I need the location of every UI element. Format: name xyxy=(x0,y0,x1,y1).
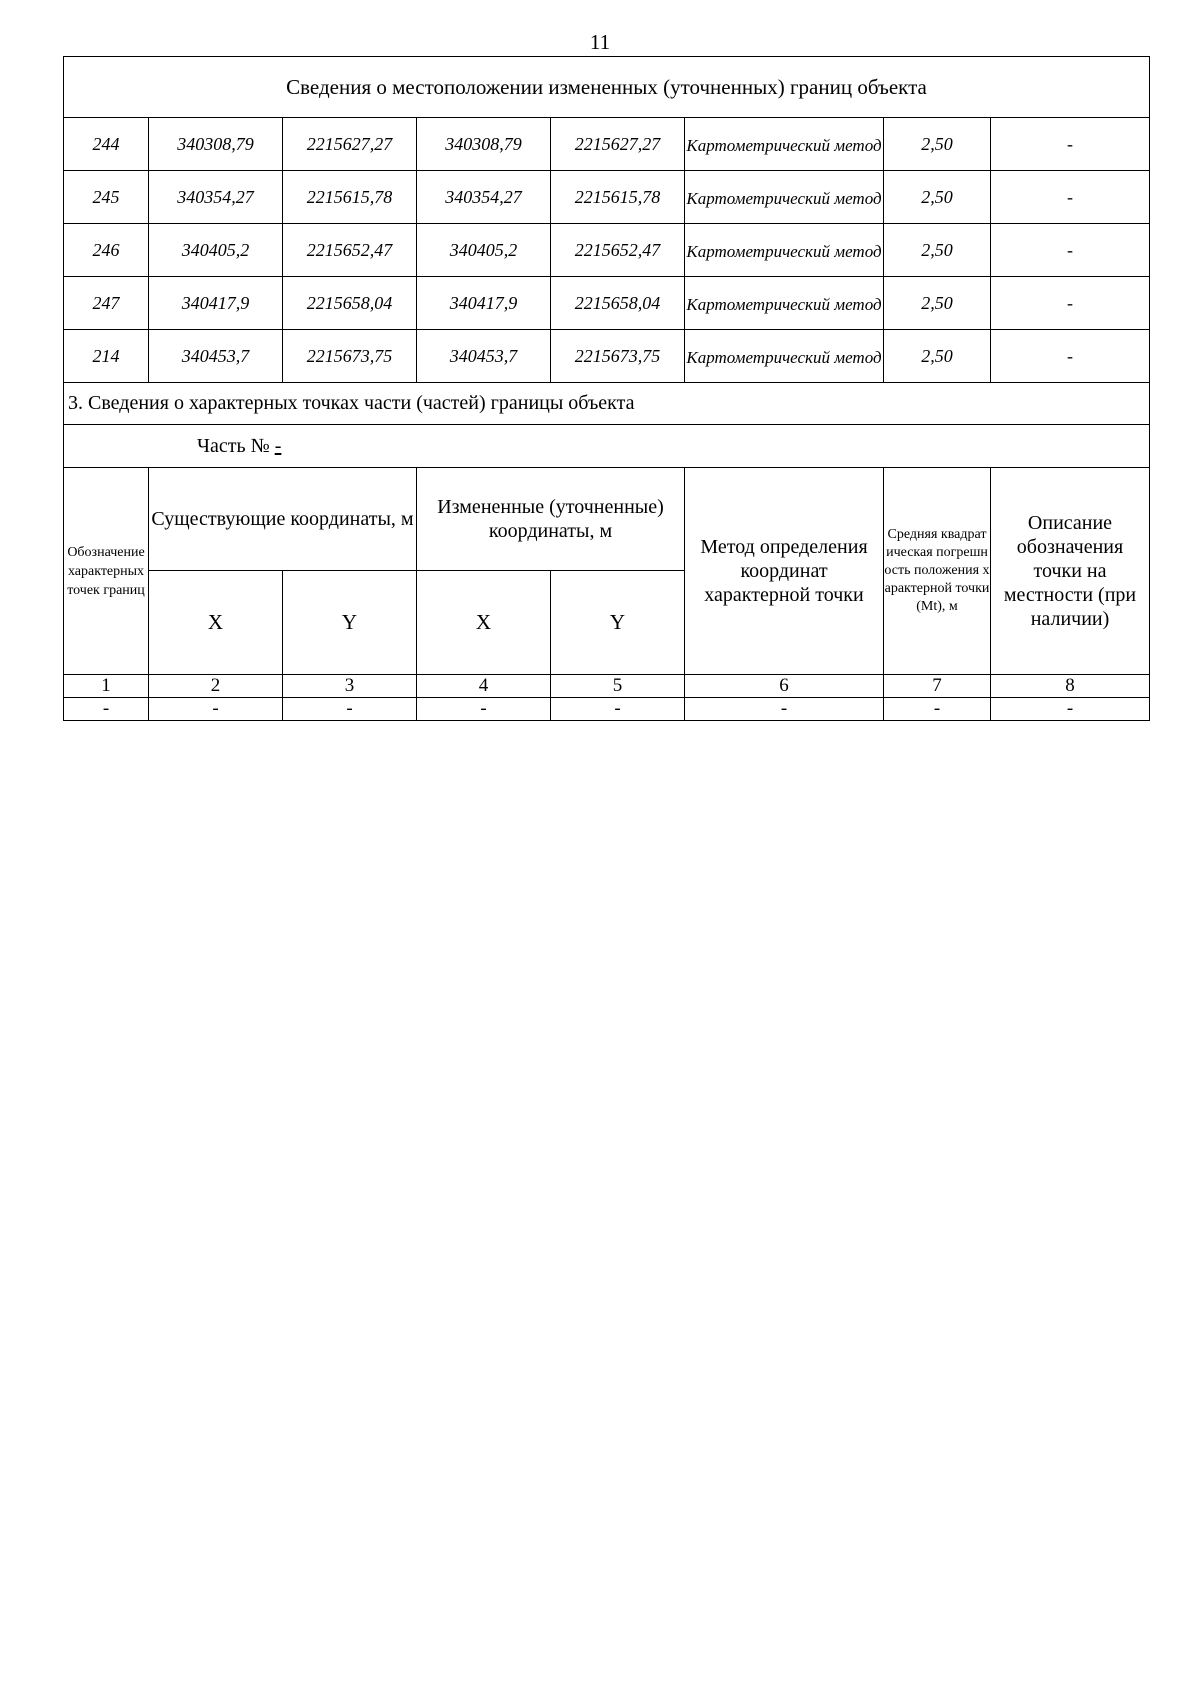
cell-changed-x: 340453,7 xyxy=(417,330,551,383)
table-cell: - xyxy=(417,698,551,721)
cell-existing-y: 2215627,27 xyxy=(283,118,417,171)
cell-existing-x: 340308,79 xyxy=(149,118,283,171)
cell-changed-x: 340417,9 xyxy=(417,277,551,330)
table-cell: - xyxy=(64,698,149,721)
table-cell: - xyxy=(283,698,417,721)
table-cell: - xyxy=(685,698,884,721)
table-row xyxy=(64,171,1150,224)
header-existing-coords: Существующие координаты, м xyxy=(149,468,417,571)
cell-point-id: 214 xyxy=(64,330,149,383)
column-number: 5 xyxy=(551,675,685,698)
header-changed-coords: Измененные (уточненные) координаты, м xyxy=(417,468,685,571)
table-cell: - xyxy=(551,698,685,721)
table-row xyxy=(64,118,1150,171)
header-description: Описание обозначения точки на местности (при наличии) xyxy=(991,468,1150,675)
part-label: Часть № xyxy=(197,434,270,457)
table-cell: - xyxy=(884,698,991,721)
boundary-table xyxy=(63,56,1150,721)
cell-mt-value: 2,50 xyxy=(884,118,991,171)
table-cell: - xyxy=(991,698,1150,721)
header-existing-y: Y xyxy=(283,571,417,675)
column-number: 8 xyxy=(991,675,1150,698)
column-number: 3 xyxy=(283,675,417,698)
header-mt: Средняя квадратическая погрешность положения характерной точки (Mt), м xyxy=(884,468,991,675)
cell-point-id: 246 xyxy=(64,224,149,277)
cell-point-id: 245 xyxy=(64,171,149,224)
cell-existing-x: 340354,27 xyxy=(149,171,283,224)
section-3-title: 3. Сведения о характерных точках части (частей) границы объекта xyxy=(64,383,1150,425)
cell-method: Картометрический метод xyxy=(685,118,884,171)
cell-description: - xyxy=(991,118,1150,171)
header-designation: Обозначение характерных точек границ xyxy=(64,468,149,675)
cell-description: - xyxy=(991,171,1150,224)
cell-mt-value: 2,50 xyxy=(884,171,991,224)
cell-existing-y: 2215658,04 xyxy=(283,277,417,330)
cell-changed-x: 340405,2 xyxy=(417,224,551,277)
cell-existing-y: 2215615,78 xyxy=(283,171,417,224)
cell-method: Картометрический метод xyxy=(685,171,884,224)
cell-mt-value: 2,50 xyxy=(884,277,991,330)
cell-existing-y: 2215652,47 xyxy=(283,224,417,277)
header-changed-x: X xyxy=(417,571,551,675)
cell-mt-value: 2,50 xyxy=(884,330,991,383)
cell-changed-y: 2215673,75 xyxy=(551,330,685,383)
part-number-row xyxy=(64,425,1150,468)
header-changed-y: Y xyxy=(551,571,685,675)
cell-changed-y: 2215652,47 xyxy=(551,224,685,277)
table-row xyxy=(64,330,1150,383)
page-number: 11 xyxy=(589,30,611,54)
part-value: - xyxy=(274,434,282,457)
empty-data-row xyxy=(64,698,1150,721)
column-number: 1 xyxy=(64,675,149,698)
cell-method: Картометрический метод xyxy=(685,224,884,277)
cell-changed-y: 2215615,78 xyxy=(551,171,685,224)
cell-existing-x: 340405,2 xyxy=(149,224,283,277)
table-cell: - xyxy=(149,698,283,721)
header-method: Метод определения координат характерной точки xyxy=(685,468,884,675)
table-title: Сведения о местоположении измененных (уточненных) границ объекта xyxy=(64,57,1150,118)
table-row xyxy=(64,277,1150,330)
column-number: 4 xyxy=(417,675,551,698)
cell-method: Картометрический метод xyxy=(685,277,884,330)
cell-changed-y: 2215658,04 xyxy=(551,277,685,330)
cell-changed-x: 340354,27 xyxy=(417,171,551,224)
header-existing-x: X xyxy=(149,571,283,675)
cell-changed-y: 2215627,27 xyxy=(551,118,685,171)
table-row xyxy=(64,224,1150,277)
cell-point-id: 247 xyxy=(64,277,149,330)
cell-existing-x: 340417,9 xyxy=(149,277,283,330)
column-number: 6 xyxy=(685,675,884,698)
column-number: 7 xyxy=(884,675,991,698)
cell-description: - xyxy=(991,330,1150,383)
cell-mt-value: 2,50 xyxy=(884,224,991,277)
cell-description: - xyxy=(991,224,1150,277)
cell-existing-x: 340453,7 xyxy=(149,330,283,383)
column-number: 2 xyxy=(149,675,283,698)
cell-point-id: 244 xyxy=(64,118,149,171)
cell-description: - xyxy=(991,277,1150,330)
cell-method: Картометрический метод xyxy=(685,330,884,383)
column-numbers-row xyxy=(64,675,1150,698)
cell-changed-x: 340308,79 xyxy=(417,118,551,171)
cell-existing-y: 2215673,75 xyxy=(283,330,417,383)
